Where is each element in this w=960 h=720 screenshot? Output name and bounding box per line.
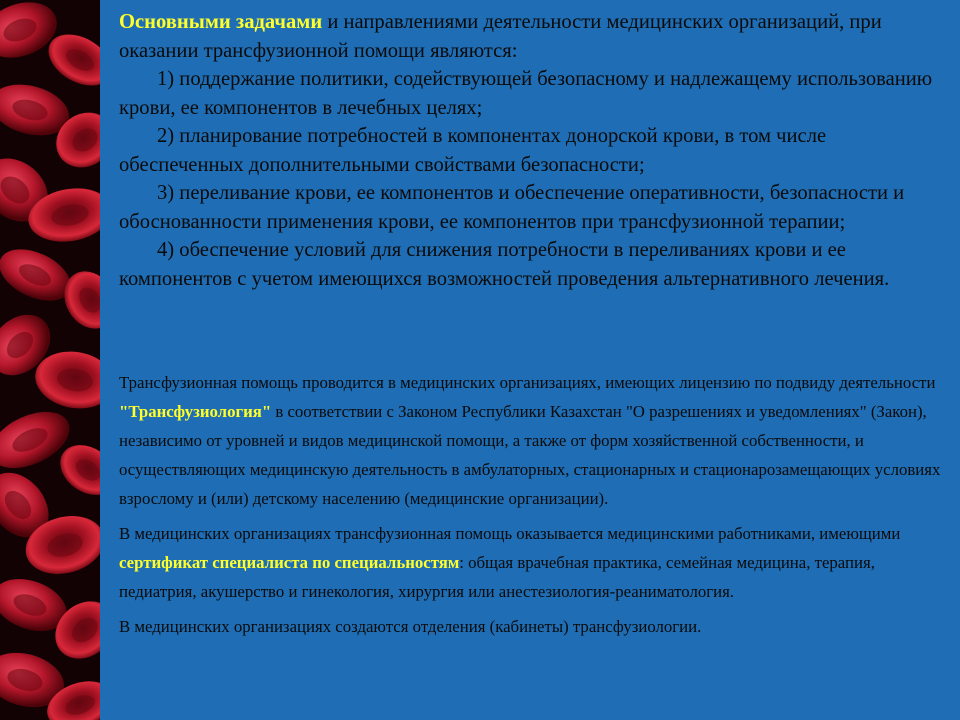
details-section — [119, 368, 942, 647]
blood-cells-image — [0, 0, 100, 720]
intro-highlight: Основными задачами — [119, 11, 323, 33]
task-item-3: 3) переливание крови, ее компонентов и обеспечение оперативности, безопасности и обоснованности применения крови, ее компонентов при трансфузионной терапии; — [119, 182, 905, 233]
intro-text: и направлениями деятельности медицинских организаций, при оказании трансфузионной помощи являются: — [119, 11, 882, 62]
departments-paragraph: В медицинских организациях создаются отделения (кабинеты) трансфузиологии. — [119, 617, 702, 636]
task-item-1: 1) поддержание политики, содействующей безопасному и надлежащему использованию крови, ее компонентов в лечебных целях; — [119, 68, 933, 119]
task-item-4: 4) обеспечение условий для снижения потребности в переливаниях крови и ее компонентов с учетом имеющихся возможностей проведения альтернативного лечения. — [119, 239, 890, 290]
certificate-text-after: : общая врачебная практика, семейная медицина, терапия, педиатрия, акушерство и гинекология, хирургия или анестезиология-реаниматология. — [119, 553, 875, 601]
task-item-2: 2) планирование потребностей в компонентах донорской крови, в том числе обеспеченных дополнительными свойствами безопасности; — [119, 125, 827, 176]
slide-content — [100, 0, 960, 720]
license-text-after: в соответствии с Законом Республики Казахстан "О разрешениях и уведомлениях" (Закон), независимо от уровней и видов медицинской помощи, а также от форм хозяйственной собственности, и осуществляющих медицинскую деятельность в амбулаторных, стационарных и стационарозамещающих условиях взрослому и (или) детскому населению (медицинские организации). — [119, 402, 941, 508]
license-paragraph — [119, 368, 942, 513]
certificate-text-before: В медицинских организациях трансфузионная помощь оказывается медицинскими работниками, имеющими — [119, 524, 901, 543]
license-text-before: Трансфузионная помощь проводится в медицинских организациях, имеющих лицензию по подвиду деятельности — [119, 373, 936, 392]
certificate-paragraph — [119, 519, 942, 606]
tasks-section — [119, 8, 942, 293]
license-highlight: "Трансфузиология" — [119, 402, 272, 421]
certificate-highlight: сертификат специалиста по специальностям — [119, 553, 460, 572]
intro-paragraph — [119, 8, 942, 65]
blood-cells-illustration — [0, 0, 100, 720]
